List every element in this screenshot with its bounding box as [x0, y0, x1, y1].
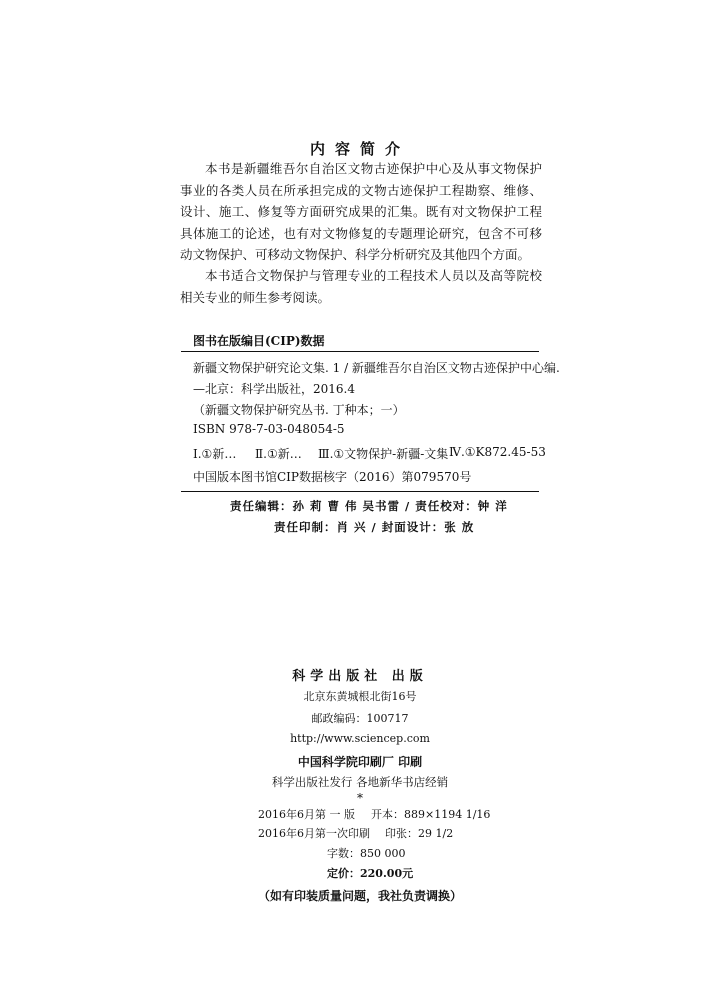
- summary-paragraph-1: 本书是新疆维吾尔自治区文物古迹保护中心及从事文物保护事业的各类人员在所承担完成的文物古迹保护工程勘察、维修、设计、施工、修复等方面研究成果的汇集。既有对文物保护工程具体施工的论述，也有对文物修复的专题理论研究，包含不可移动文物保护、可移动文物保护、科学分析研究及其他四个方面。: [180, 161, 542, 262]
- separator-asterisk: *: [357, 791, 363, 805]
- summary-title: 内容简介: [309, 140, 410, 158]
- sheets-line: 印张：29 1/2: [385, 827, 454, 840]
- cip-heading: 图书在版编目(CIP)数据: [193, 334, 325, 348]
- summary-paragraph-2: 本书适合文物保护与管理专业的工程技术人员以及高等院校相关专业的师生参考阅读。: [180, 268, 542, 305]
- distribution-line: 科学出版社发行 各地新华书店经销: [271, 775, 449, 789]
- cip-series-line: （新疆文物保护研究丛书. 丁种本；一）: [193, 403, 405, 417]
- publisher-name: 科学出版社 出版: [292, 669, 428, 684]
- cip-isbn-line: ISBN 978-7-03-048054-5: [193, 422, 345, 436]
- cip-class-2: Ⅱ.①新…: [255, 447, 302, 461]
- format-line: 开本：889×1194 1/16: [371, 808, 491, 821]
- cip-title-line: 新疆文物保护研究论文集. 1 / 新疆维吾尔自治区文物古迹保护中心编.: [193, 361, 560, 375]
- cip-publisher-line: —北京：科学出版社，2016.4: [193, 382, 355, 396]
- price-value: 220.00元: [360, 867, 414, 880]
- editor-credits: 责任编辑：孙 莉 曹 伟 吴书雷 / 责任校对：钟 洋: [230, 499, 508, 513]
- publisher-address: 北京东黄城根北街16号: [303, 690, 417, 703]
- quality-notice: （如有印装质量问题，我社负责调换）: [257, 889, 462, 903]
- production-credits: 责任印制：肖 兴 / 封面设计：张 放: [274, 520, 475, 534]
- cip-top-rule: [181, 351, 539, 352]
- cip-bottom-rule: [181, 491, 539, 492]
- cip-class-1: Ⅰ.①新…: [193, 447, 237, 461]
- price-label: 定价：: [327, 867, 360, 880]
- printer-line: 中国科学院印刷厂 印刷: [297, 755, 423, 769]
- edition-line: 2016年6月第 一 版: [258, 808, 355, 821]
- publisher-postcode: 邮政编码：100717: [311, 712, 409, 725]
- word-count: 字数：850 000: [327, 847, 406, 860]
- cip-class-4: Ⅳ.①K872.45-53: [449, 445, 546, 459]
- publisher-url: http://www.sciencep.com: [290, 732, 430, 745]
- printing-line: 2016年6月第一次印刷: [258, 827, 370, 840]
- cip-record-number: 中国版本图书馆CIP数据核字（2016）第079570号: [193, 470, 472, 484]
- cip-class-3: Ⅲ.①文物保护-新疆-文集: [318, 447, 449, 461]
- price-line: [327, 865, 413, 881]
